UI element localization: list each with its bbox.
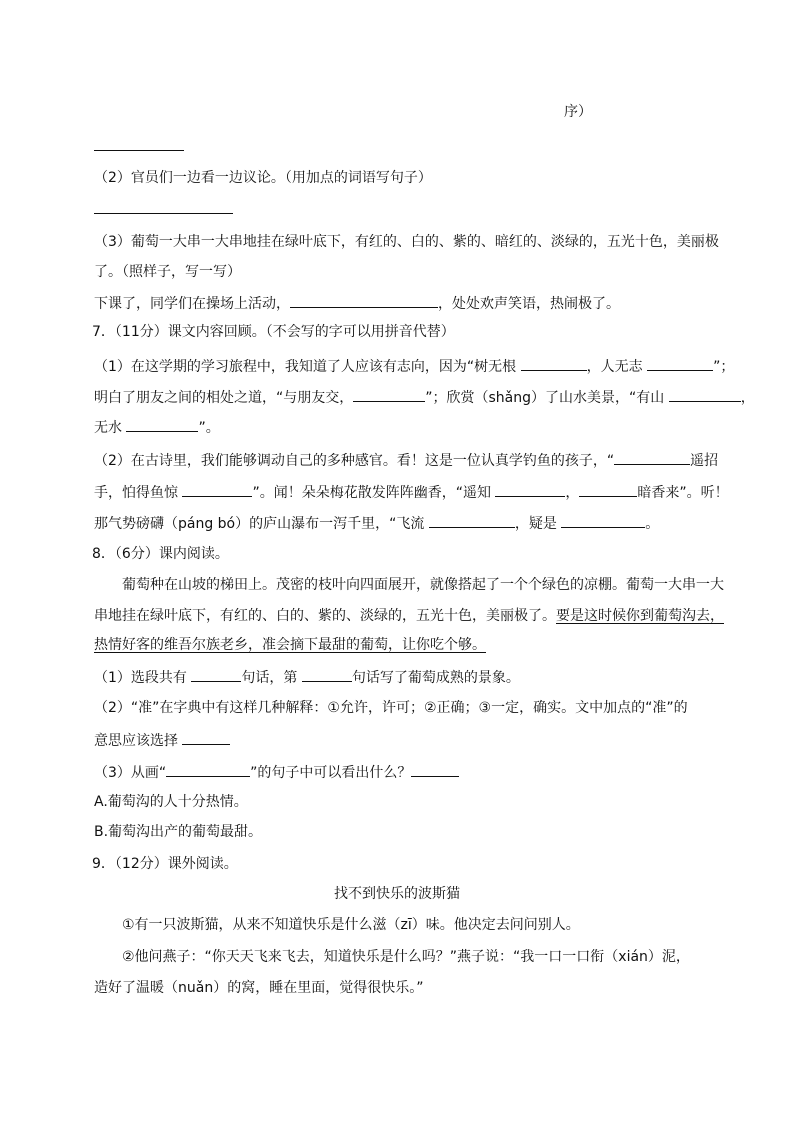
q8-sub2-line2: 意思应该选择 [94, 729, 230, 751]
fill-blank[interactable] [521, 355, 587, 371]
fill-blank[interactable] [614, 449, 690, 465]
q8-passage-line2: 串地挂在绿叶底下，有红的、白的、紫的、淡绿的，五光十色，美丽极了。要是这时候你到葡萄沟去， [94, 608, 724, 624]
q9-heading: 9．（12分）课外阅读。 [92, 856, 238, 872]
q8-heading: 8．（6分）课内阅读。 [92, 546, 229, 562]
story-title: 找不到快乐的波斯猫 [334, 886, 460, 902]
fill-blank[interactable] [126, 416, 198, 432]
fill-blank[interactable] [290, 292, 438, 308]
q6-sub3-line1: （3）葡萄一大串一大串地挂在绿叶底下，有红的、白的、紫的、暗红的、淡绿的，五光十色，美丽极 [94, 234, 719, 250]
q8-sub2-line1: （2）“准”在字典中有这样几种解释：①允许，许可；②正确；③一定，确实。文中加点的“准”的 [94, 700, 688, 716]
fill-blank[interactable] [302, 666, 352, 682]
q6-sub3-line2: 了。（照样子，写一写） [94, 264, 241, 280]
q7-line2: 明白了朋友之间的相处之道，“与朋友交， ”；欣赏（shǎng）了山水美景，“有山 ， [94, 386, 755, 408]
q6-sub3-line3: 下课了，同学们在操场上活动， ，处处欢声笑语，热闹极了。 [94, 292, 620, 314]
fill-blank[interactable] [429, 512, 515, 528]
fill-blank[interactable] [411, 761, 459, 777]
fill-blank[interactable] [561, 512, 645, 528]
q8-option-b: B.葡萄沟出产的葡萄最甜。 [94, 824, 263, 840]
story-para2-line1: ②他问燕子：“你天天飞来飞去，知道快乐是什么吗？”燕子说：“我一口一口衔（xián）泥， [122, 949, 690, 965]
fill-blank[interactable] [182, 481, 252, 497]
q7-line5: 手，怕得鱼惊 ”。闻！朵朵梅花散发阵阵幽香，“遥知 ， 暗香来”。听！ [94, 481, 729, 503]
q8-passage-line1: 葡萄种在山坡的梯田上。茂密的枝叶向四面展开，就像搭起了一个个绿色的凉棚。葡萄一大串一大 [122, 577, 724, 593]
fill-blank[interactable] [669, 386, 741, 402]
q8-sub3: （3）从画“ ”的句子中可以看出什么？ [94, 761, 459, 783]
fill-blank[interactable] [579, 481, 637, 497]
q8-passage-line3: 热情好客的维吾尔族老乡，准会摘下最甜的葡萄，让你吃个够。 [94, 637, 486, 653]
q7-line1: （1）在这学期的学习旅程中，我知道了人应该有志向，因为“树无根 ，人无志 ”； [94, 355, 734, 377]
q8-sub1: （1）选段共有 句话，第 句话写了葡萄成熟的景象。 [94, 666, 520, 688]
answer-line [94, 150, 184, 151]
q8-option-a: A.葡萄沟的人十分热情。 [94, 794, 248, 810]
fill-blank[interactable] [191, 666, 241, 682]
fill-blank[interactable] [182, 729, 230, 745]
q7-line6: 那气势磅礴（páng bó）的庐山瀑布一泻千里，“飞流 ，疑是 。 [94, 512, 659, 534]
fill-blank[interactable] [166, 761, 250, 777]
underlined-sentence: 要是这时候你到葡萄沟去， [556, 608, 724, 624]
q7-line4: （2）在古诗里，我们能够调动自己的多种感官。看！这是一位认真学钓鱼的孩子，“ 遥招 [94, 449, 718, 471]
fill-blank[interactable] [647, 355, 713, 371]
q7-line3: 无水 ”。 [94, 416, 220, 438]
answer-line [94, 213, 233, 214]
story-para1: ①有一只波斯猫，从来不知道快乐是什么滋（zī）味。他决定去问问别人。 [122, 917, 580, 933]
story-para2-line2: 造好了温暖（nuǎn）的窝，睡在里面，觉得很快乐。” [94, 980, 424, 996]
previous-answer-tail: 序） [564, 104, 592, 120]
fill-blank[interactable] [495, 481, 565, 497]
fill-blank[interactable] [353, 386, 425, 402]
q6-sub2: （2）官员们一边看一边议论。（用加点的词语写句子） [94, 170, 432, 186]
q7-heading: 7．（11分）课文内容回顾。（不会写的字可以用拼音代替） [92, 324, 455, 340]
